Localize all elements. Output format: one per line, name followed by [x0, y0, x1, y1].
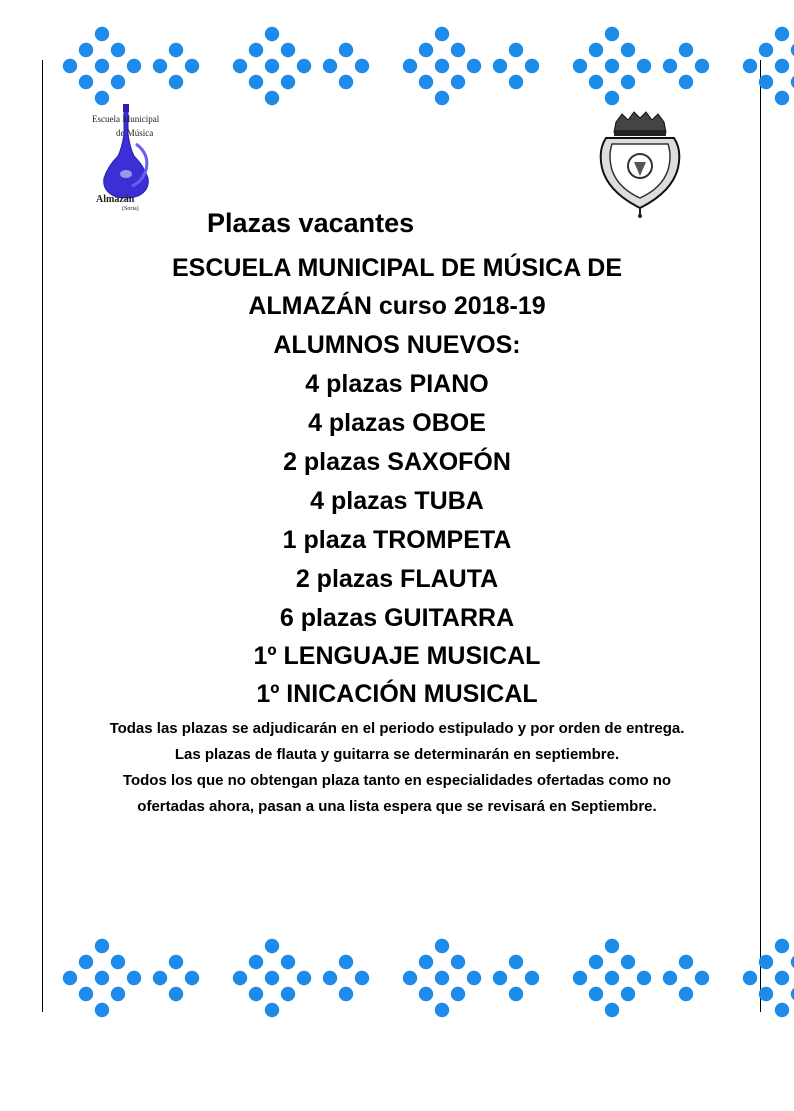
decorative-dot: [419, 987, 433, 1001]
decorative-dot: [621, 955, 635, 969]
decorative-dot: [169, 43, 183, 57]
decorative-dot: [493, 59, 507, 73]
decorative-dot: [759, 43, 773, 57]
decorative-dot: [249, 43, 263, 57]
decorative-dot: [589, 43, 603, 57]
decorative-dot: [281, 987, 295, 1001]
coat-of-arms-icon: [594, 110, 686, 218]
vacancy-item: 4 plazas OBOE: [308, 409, 486, 437]
decorative-dot: [281, 955, 295, 969]
decorative-dot: [111, 43, 125, 57]
decorative-dot: [339, 75, 353, 89]
decorative-dot: [339, 955, 353, 969]
decorative-dot: [265, 939, 279, 953]
school-name-line1: ESCUELA MUNICIPAL DE MÚSICA DE: [171, 254, 623, 282]
decorative-dot: [775, 1003, 789, 1017]
decorative-dot: [79, 75, 93, 89]
decorative-dot: [621, 75, 635, 89]
decorative-dot: [153, 971, 167, 985]
decorative-dot: [589, 987, 603, 1001]
decorative-dot: [679, 987, 693, 1001]
decorative-dot: [663, 59, 677, 73]
decorative-dot: [605, 971, 619, 985]
decorative-dot: [355, 59, 369, 73]
decorative-dot: [265, 1003, 279, 1017]
decorative-dot: [775, 971, 789, 985]
decorative-dot: [169, 955, 183, 969]
decorative-dot: [265, 91, 279, 105]
vacancy-item: 4 plazas PIANO: [305, 370, 489, 398]
decorative-dot: [493, 971, 507, 985]
decorative-dot: [621, 987, 635, 1001]
decorative-dot: [467, 59, 481, 73]
decorative-dot: [79, 43, 93, 57]
decorative-dot: [249, 987, 263, 1001]
decorative-dot: [63, 971, 77, 985]
decorative-dot: [95, 59, 109, 73]
decorative-dot: [589, 75, 603, 89]
decorative-dot: [233, 59, 247, 73]
decorative-dot: [743, 971, 757, 985]
logo-town: Almazán: [96, 194, 135, 205]
decorative-dot: [95, 1003, 109, 1017]
decorative-dot: [775, 59, 789, 73]
decorative-dot: [339, 43, 353, 57]
decorative-dot: [111, 987, 125, 1001]
decorative-dot: [679, 43, 693, 57]
vacancy-item: 2 plazas SAXOFÓN: [283, 448, 511, 476]
decorative-dot: [265, 971, 279, 985]
decorative-dot: [435, 971, 449, 985]
decorative-dot: [605, 59, 619, 73]
decorative-dot: [419, 75, 433, 89]
school-name-line2: ALMAZÁN curso 2018-19: [248, 292, 546, 320]
note-paragraph: Las plazas de flauta y guitarra se determinarán en septiembre.: [174, 746, 620, 763]
decorative-dot: [451, 987, 465, 1001]
decorative-dot: [297, 59, 311, 73]
decorative-dot: [605, 91, 619, 105]
decorative-dot: [281, 43, 295, 57]
decorative-dot: [403, 971, 417, 985]
decorative-dot: [95, 939, 109, 953]
school-logo: [78, 104, 188, 216]
decorative-dot: [573, 971, 587, 985]
decorative-dot: [695, 971, 709, 985]
decorative-dot: [281, 75, 295, 89]
decorative-dot: [759, 955, 773, 969]
decorative-dot: [435, 91, 449, 105]
decorative-dot: [695, 59, 709, 73]
decorative-dot: [509, 955, 523, 969]
decorative-dot: [467, 971, 481, 985]
decorative-dot: [679, 75, 693, 89]
decorative-dot: [509, 987, 523, 1001]
decorative-dot: [79, 987, 93, 1001]
decorative-dot: [111, 75, 125, 89]
decorative-dot: [249, 955, 263, 969]
decorative-dot: [509, 43, 523, 57]
logo-region: (Soria): [122, 206, 139, 212]
vacancy-item: 2 plazas FLAUTA: [295, 565, 499, 593]
decorative-dot: [79, 955, 93, 969]
vacancy-item: 1º LENGUAJE MUSICAL: [253, 642, 541, 670]
decorative-dot: [127, 971, 141, 985]
decorative-dot: [435, 27, 449, 41]
top-dot-border: [0, 18, 794, 114]
decorative-dot: [419, 955, 433, 969]
decorative-dot: [249, 75, 263, 89]
logo-text-line2: de Música: [116, 128, 154, 138]
decorative-dot: [169, 75, 183, 89]
decorative-dot: [451, 43, 465, 57]
decorative-dot: [95, 27, 109, 41]
vacancy-item: 6 plazas GUITARRA: [279, 604, 515, 632]
notes-block: [90, 716, 704, 820]
decorative-dot: [621, 43, 635, 57]
decorative-dot: [63, 59, 77, 73]
logo-text-line1: Escuela Municipal: [92, 114, 160, 124]
decorative-dot: [419, 43, 433, 57]
decorative-dot: [95, 971, 109, 985]
decorative-dot: [323, 971, 337, 985]
decorative-dot: [185, 971, 199, 985]
decorative-dot: [663, 971, 677, 985]
decorative-dot: [637, 59, 651, 73]
bottom-dot-border: [0, 928, 794, 1028]
note-paragraph: Todas las plazas se adjudicarán en el periodo estipulado y por orden de entrega.: [109, 720, 685, 737]
decorative-dot: [339, 987, 353, 1001]
vacancy-item: 4 plazas TUBA: [310, 487, 484, 515]
decorative-dot: [743, 59, 757, 73]
decorative-dot: [605, 939, 619, 953]
decorative-dot: [111, 955, 125, 969]
vacancy-item: 1º INICACIÓN MUSICAL: [256, 680, 538, 708]
decorative-dot: [573, 59, 587, 73]
decorative-dot: [759, 987, 773, 1001]
decorative-dot: [679, 955, 693, 969]
decorative-dot: [759, 75, 773, 89]
decorative-dot: [589, 955, 603, 969]
decorative-dot: [127, 59, 141, 73]
decorative-dot: [169, 987, 183, 1001]
decorative-dot: [605, 27, 619, 41]
decorative-dot: [451, 75, 465, 89]
decorative-dot: [435, 1003, 449, 1017]
section-heading: ALUMNOS NUEVOS:: [273, 331, 521, 359]
decorative-dot: [525, 971, 539, 985]
decorative-dot: [775, 27, 789, 41]
vacancy-item: 1 plaza TROMPETA: [282, 526, 512, 554]
decorative-dot: [403, 59, 417, 73]
decorative-dot: [775, 939, 789, 953]
decorative-dot: [297, 971, 311, 985]
decorative-dot: [185, 59, 199, 73]
decorative-dot: [605, 1003, 619, 1017]
decorative-dot: [233, 971, 247, 985]
decorative-dot: [637, 971, 651, 985]
decorative-dot: [265, 59, 279, 73]
decorative-dot: [509, 75, 523, 89]
decorative-dot: [355, 971, 369, 985]
decorative-dot: [435, 939, 449, 953]
decorative-dot: [265, 27, 279, 41]
note-paragraph: Todos los que no obtengan plaza tanto en especialidades ofertadas como no ofertadas ahora, pasan a una lista espera que se revisará en Septiembre.: [122, 772, 672, 815]
decorative-dot: [451, 955, 465, 969]
decorative-dot: [323, 59, 337, 73]
decorative-dot: [525, 59, 539, 73]
page-title: Plazas vacantes: [207, 208, 415, 238]
decorative-dot: [153, 59, 167, 73]
decorative-dot: [775, 91, 789, 105]
decorative-dot: [435, 59, 449, 73]
